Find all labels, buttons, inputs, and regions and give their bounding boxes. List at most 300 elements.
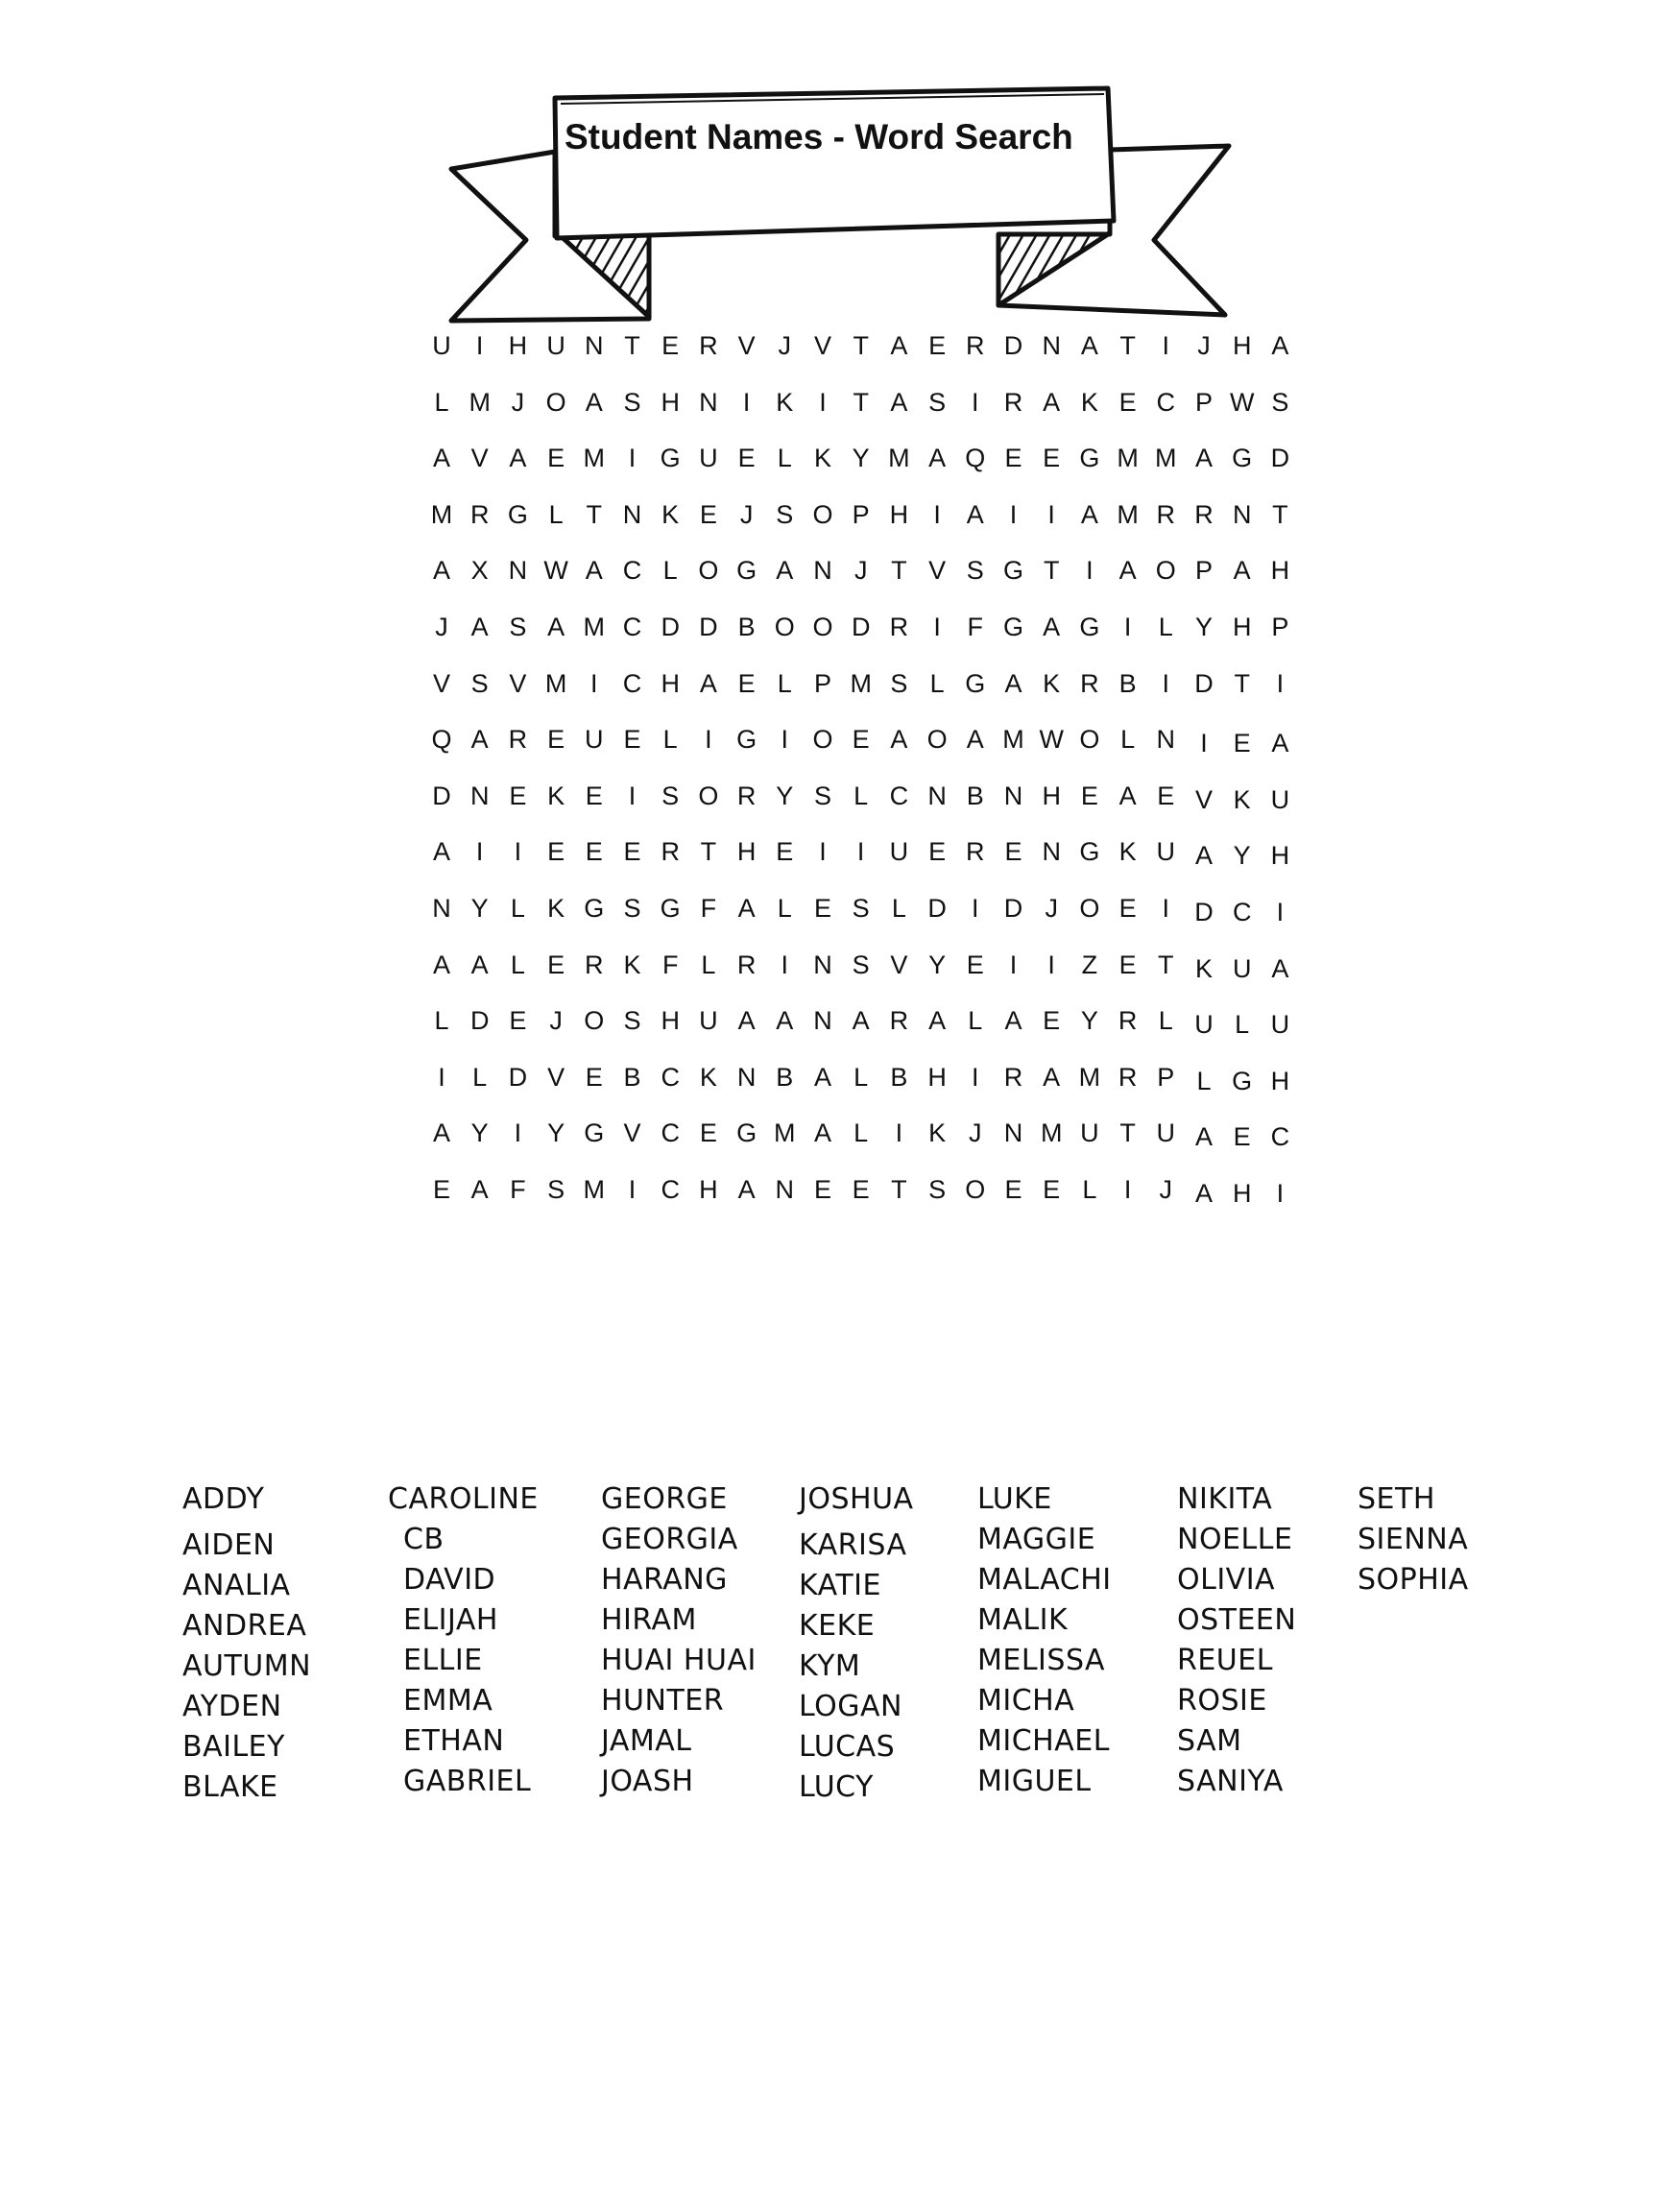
grid-letter: E xyxy=(737,444,756,473)
word-list-item: OSTEEN xyxy=(1177,1603,1297,1637)
grid-letter: D xyxy=(699,613,718,641)
grid-letter: N xyxy=(775,1175,795,1204)
grid-letter: E xyxy=(509,781,527,810)
grid-letter: D xyxy=(1003,894,1023,923)
grid-letter: H xyxy=(508,331,528,360)
grid-letter: L xyxy=(662,725,678,755)
grid-letter: U xyxy=(432,331,451,360)
grid-letter: M xyxy=(544,668,567,698)
grid-letter: A xyxy=(737,894,756,923)
grid-letter: A xyxy=(1080,499,1098,529)
grid-letter: A xyxy=(1233,556,1251,586)
grid-letter: Y xyxy=(1233,841,1251,871)
grid-letter: C xyxy=(889,781,909,810)
grid-letter: O xyxy=(698,781,719,810)
grid-letter: G xyxy=(1079,613,1100,641)
grid-letter: L xyxy=(777,894,792,923)
word-list-item: HUNTER xyxy=(601,1684,725,1718)
grid-letter: N xyxy=(508,556,528,586)
grid-letter: M xyxy=(850,668,872,698)
grid-letter: I xyxy=(781,725,789,755)
grid-letter: E xyxy=(547,444,565,473)
grid-letter: R xyxy=(1003,387,1023,417)
grid-letter: T xyxy=(586,499,603,529)
grid-letter: A xyxy=(1271,729,1289,758)
grid-letter: U xyxy=(1270,1010,1290,1040)
grid-letter: K xyxy=(547,894,565,923)
word-list-item: ELIJAH xyxy=(403,1603,498,1637)
grid-letter: O xyxy=(774,613,795,641)
grid-letter: L xyxy=(662,556,678,586)
grid-letter: M xyxy=(1002,725,1024,755)
grid-letter: A xyxy=(966,499,984,529)
word-list-item: CB xyxy=(403,1523,445,1556)
grid-letter: V xyxy=(890,950,908,979)
grid-letter: N xyxy=(469,781,490,810)
grid-letter: U xyxy=(699,444,718,473)
grid-letter: F xyxy=(661,950,679,979)
grid-letter: O xyxy=(545,387,566,417)
grid-letter: T xyxy=(700,837,717,867)
grid-letter: A xyxy=(928,444,947,473)
grid-letter: E xyxy=(623,837,641,867)
grid-letter: L xyxy=(1120,725,1136,755)
title-banner xyxy=(0,0,1659,346)
grid-letter: E xyxy=(1004,444,1022,473)
grid-letter: A xyxy=(585,556,603,586)
grid-letter: G xyxy=(736,1118,757,1148)
grid-letter: S xyxy=(623,1006,641,1036)
grid-letter: R xyxy=(1156,499,1176,529)
grid-letter: A xyxy=(470,950,489,979)
grid-letter: O xyxy=(1079,894,1100,923)
grid-letter: I xyxy=(1123,1175,1132,1204)
word-list-item: JOASH xyxy=(601,1765,694,1798)
grid-letter: E xyxy=(966,950,984,979)
grid-letter: M xyxy=(1078,1062,1101,1092)
word-list-item: AIDEN xyxy=(182,1528,276,1562)
grid-letter: E xyxy=(1043,1175,1061,1204)
word-list-item: BAILEY xyxy=(182,1730,285,1764)
grid-letter: A xyxy=(1194,841,1213,871)
grid-letter: E xyxy=(737,668,756,698)
grid-letter: T xyxy=(1119,1118,1136,1148)
grid-letter: A xyxy=(432,837,450,867)
grid-letter: O xyxy=(698,556,719,586)
grid-letter: R xyxy=(736,781,757,810)
grid-letter: I xyxy=(1276,1179,1285,1208)
grid-letter: E xyxy=(1004,1175,1022,1204)
grid-letter: Z xyxy=(1081,950,1098,979)
grid-letter: E xyxy=(623,725,641,755)
grid-letter: R xyxy=(736,950,757,979)
grid-letter: L xyxy=(854,1118,869,1148)
grid-letter: M xyxy=(583,444,606,473)
grid-letter: G xyxy=(965,668,986,698)
grid-letter: A xyxy=(737,1006,756,1036)
grid-letter: L xyxy=(472,1062,488,1092)
word-list-item: EMMA xyxy=(403,1684,493,1718)
grid-letter: I xyxy=(628,781,637,810)
grid-letter: A xyxy=(813,1062,831,1092)
word-list-item: KEKE xyxy=(799,1609,876,1643)
grid-letter: E xyxy=(852,1175,870,1204)
grid-letter: J xyxy=(969,1118,982,1148)
grid-letter: V xyxy=(1194,784,1213,814)
banner-main-panel xyxy=(555,88,1114,238)
grid-letter: A xyxy=(813,1118,831,1148)
grid-letter: E xyxy=(1233,729,1251,758)
grid-letter: L xyxy=(510,950,525,979)
grid-letter: K xyxy=(1233,784,1251,814)
grid-letter: M xyxy=(774,1118,796,1148)
grid-letter: H xyxy=(1232,613,1252,641)
grid-letter: V xyxy=(928,556,947,586)
grid-letter: M xyxy=(1117,499,1139,529)
grid-letter: K xyxy=(1118,837,1137,867)
grid-letter: R xyxy=(889,613,909,641)
grid-letter: N xyxy=(1232,499,1252,529)
grid-letter: N xyxy=(813,1006,832,1036)
grid-letter: R xyxy=(1118,1006,1138,1036)
grid-letter: D xyxy=(432,781,451,810)
grid-letter: B xyxy=(776,1062,794,1092)
grid-letter: J xyxy=(549,1006,563,1036)
grid-letter: I xyxy=(856,837,865,867)
grid-letter: T xyxy=(853,331,869,360)
grid-letter: G xyxy=(1002,613,1023,641)
grid-letter: A xyxy=(890,387,908,417)
grid-letter: O xyxy=(812,613,833,641)
grid-letter: G xyxy=(1079,837,1100,867)
word-list-item: GEORGE xyxy=(601,1482,728,1516)
grid-letter: T xyxy=(624,331,640,360)
grid-letter: A xyxy=(1004,668,1022,698)
grid-letter: R xyxy=(1118,1062,1138,1092)
grid-letter: A xyxy=(470,1175,489,1204)
grid-letter: E xyxy=(1043,444,1061,473)
grid-letter: V xyxy=(737,331,756,360)
grid-letter: A xyxy=(1043,387,1061,417)
grid-letter: I xyxy=(1162,894,1170,923)
letter-grid xyxy=(422,326,1306,1229)
grid-letter: R xyxy=(1003,1062,1023,1092)
word-list-item: MAGGIE xyxy=(977,1523,1096,1556)
grid-letter: T xyxy=(1043,556,1060,586)
grid-letter: O xyxy=(812,725,833,755)
grid-letter: I xyxy=(590,668,598,698)
grid-letter: S xyxy=(470,668,489,698)
grid-letter: A xyxy=(1004,1006,1022,1036)
grid-letter: I xyxy=(1162,668,1170,698)
grid-letter: E xyxy=(1043,1006,1061,1036)
word-list-item: JOSHUA xyxy=(799,1482,914,1516)
grid-letter: C xyxy=(661,1062,680,1092)
page-title: Student Names - Word Search xyxy=(565,117,1073,156)
grid-letter: K xyxy=(547,781,565,810)
grid-letter: U xyxy=(1080,1118,1099,1148)
grid-letter: R xyxy=(889,1006,909,1036)
grid-letter: D xyxy=(927,894,947,923)
grid-letter: P xyxy=(1271,613,1289,641)
grid-letter: C xyxy=(1156,387,1176,417)
grid-letter: C xyxy=(622,613,642,641)
grid-letter: A xyxy=(509,444,527,473)
grid-letter: H xyxy=(889,499,909,529)
grid-letter: D xyxy=(661,613,680,641)
grid-letter: Y xyxy=(776,781,794,810)
grid-letter: A xyxy=(432,444,450,473)
word-list-item: HIRAM xyxy=(601,1603,697,1637)
word-list-item: REUEL xyxy=(1177,1644,1273,1677)
grid-letter: J xyxy=(1197,331,1211,360)
grid-letter: K xyxy=(699,1062,717,1092)
grid-letter: U xyxy=(699,1006,718,1036)
grid-letter: A xyxy=(1194,1179,1213,1208)
grid-letter: O xyxy=(584,1006,605,1036)
grid-letter: M xyxy=(583,1175,606,1204)
grid-letter: A xyxy=(1118,556,1137,586)
grid-letter: I xyxy=(628,1175,637,1204)
word-list-item: MELISSA xyxy=(977,1644,1106,1677)
grid-letter: L xyxy=(1235,1010,1250,1040)
word-list-item: OLIVIA xyxy=(1177,1563,1276,1597)
grid-letter: T xyxy=(1234,668,1250,698)
word-list-item: NOELLE xyxy=(1177,1523,1293,1556)
grid-letter: E xyxy=(813,894,831,923)
grid-letter: H xyxy=(661,668,680,698)
grid-letter: I xyxy=(972,1062,979,1092)
grid-letter: M xyxy=(469,387,491,417)
grid-letter: K xyxy=(1043,668,1061,698)
grid-letter: S xyxy=(928,387,947,417)
grid-letter: D xyxy=(508,1062,528,1092)
grid-letter: L xyxy=(510,894,525,923)
grid-letter: U xyxy=(889,837,909,867)
grid-letter: P xyxy=(813,668,831,698)
grid-letter: J xyxy=(778,331,792,360)
word-list-item: LUCY xyxy=(799,1770,874,1804)
grid-letter: D xyxy=(1194,668,1214,698)
grid-letter: A xyxy=(1194,444,1213,473)
grid-letter: H xyxy=(1232,331,1252,360)
grid-letter: U xyxy=(1156,837,1176,867)
grid-letter: A xyxy=(737,1175,756,1204)
grid-letter: R xyxy=(585,950,604,979)
grid-letter: H xyxy=(927,1062,947,1092)
grid-letter: P xyxy=(1157,1062,1175,1092)
word-list-item: JAMAL xyxy=(601,1724,692,1758)
word-list-item: ANALIA xyxy=(182,1569,291,1602)
grid-letter: O xyxy=(1155,556,1176,586)
grid-letter: N xyxy=(622,499,642,529)
grid-letter: W xyxy=(1229,387,1255,417)
grid-letter: E xyxy=(699,499,717,529)
grid-letter: O xyxy=(965,1175,986,1204)
grid-letter: D xyxy=(469,1006,490,1036)
word-list-item: LOGAN xyxy=(799,1690,902,1723)
grid-letter: E xyxy=(585,1062,603,1092)
grid-letter: J xyxy=(1159,1175,1173,1204)
word-list-item: ROSIE xyxy=(1177,1684,1267,1718)
grid-letter: G xyxy=(584,894,605,923)
grid-letter: S xyxy=(623,894,641,923)
grid-letter: H xyxy=(1270,841,1290,871)
grid-letter: D xyxy=(851,613,871,641)
grid-letter: U xyxy=(546,331,565,360)
word-list-item: MIGUEL xyxy=(977,1765,1092,1798)
grid-letter: A xyxy=(1194,1122,1213,1152)
grid-letter: I xyxy=(1009,950,1018,979)
grid-letter: S xyxy=(966,556,984,586)
grid-letter: R xyxy=(508,725,528,755)
grid-letter: I xyxy=(1009,499,1018,529)
grid-letter: Q xyxy=(431,725,452,755)
grid-letter: H xyxy=(1270,1066,1290,1095)
grid-letter: M xyxy=(583,613,606,641)
grid-letter: K xyxy=(776,387,794,417)
grid-letter: S xyxy=(623,387,641,417)
grid-letter: S xyxy=(890,668,908,698)
grid-letter: H xyxy=(661,387,680,417)
grid-letter: J xyxy=(1045,894,1058,923)
grid-letter: I xyxy=(475,837,484,867)
grid-letter: L xyxy=(891,894,906,923)
grid-letter: A xyxy=(890,725,908,755)
grid-letter: Y xyxy=(852,444,870,473)
grid-letter: S xyxy=(852,894,870,923)
grid-letter: C xyxy=(1232,898,1252,926)
grid-letter: S xyxy=(1271,387,1289,417)
grid-letter: H xyxy=(661,1006,680,1036)
grid-letter: G xyxy=(507,499,528,529)
grid-letter: A xyxy=(1271,331,1289,360)
grid-letter: E xyxy=(1118,387,1137,417)
grid-letter: R xyxy=(699,331,718,360)
grid-letter: I xyxy=(972,387,979,417)
word-list-item: MICHA xyxy=(977,1684,1075,1718)
grid-letter: J xyxy=(511,387,525,417)
word-list-item: LUKE xyxy=(977,1482,1052,1516)
grid-letter: E xyxy=(509,1006,527,1036)
grid-letter: U xyxy=(1232,953,1252,983)
grid-letter: K xyxy=(1080,387,1098,417)
grid-letter: L xyxy=(701,950,716,979)
grid-letter: N xyxy=(813,556,832,586)
grid-letter: J xyxy=(854,556,868,586)
grid-letter: C xyxy=(1270,1122,1290,1152)
word-list-item: ELLIE xyxy=(403,1644,483,1677)
grid-letter: H xyxy=(1232,1179,1252,1208)
grid-letter: B xyxy=(623,1062,641,1092)
grid-letter: V xyxy=(547,1062,565,1092)
grid-letter: S xyxy=(547,1175,565,1204)
grid-letter: I xyxy=(1123,613,1132,641)
grid-letter: E xyxy=(661,331,680,360)
grid-letter: D xyxy=(1003,331,1023,360)
grid-letter: S xyxy=(928,1175,947,1204)
grid-letter: E xyxy=(547,950,565,979)
grid-letter: I xyxy=(1276,668,1285,698)
grid-letter: Y xyxy=(470,1118,489,1148)
grid-letter: A xyxy=(776,1006,794,1036)
grid-letter: G xyxy=(736,725,757,755)
grid-letter: E xyxy=(432,1175,450,1204)
grid-letter: G xyxy=(660,444,681,473)
grid-letter: A xyxy=(1080,331,1098,360)
word-list-item: HUAI HUAI xyxy=(601,1644,757,1677)
word-list-item: KARISA xyxy=(799,1528,907,1562)
grid-letter: Y xyxy=(1080,1006,1098,1036)
grid-letter: G xyxy=(736,556,757,586)
grid-letter: O xyxy=(812,499,833,529)
grid-letter: E xyxy=(1004,837,1022,867)
grid-letter: R xyxy=(1080,668,1099,698)
grid-letter: L xyxy=(548,499,564,529)
grid-letter: E xyxy=(1233,1122,1251,1152)
word-list-item: SANIYA xyxy=(1177,1765,1284,1798)
grid-letter: A xyxy=(470,725,489,755)
grid-letter: N xyxy=(1003,1118,1023,1148)
grid-letter: I xyxy=(781,950,789,979)
grid-letter: A xyxy=(776,556,794,586)
grid-letter: S xyxy=(661,781,680,810)
grid-letter: A xyxy=(928,1006,947,1036)
grid-letter: A xyxy=(432,950,450,979)
grid-letter: A xyxy=(547,613,565,641)
grid-letter: G xyxy=(660,894,681,923)
grid-letter: S xyxy=(509,613,527,641)
grid-letter: L xyxy=(854,1062,869,1092)
grid-letter: U xyxy=(585,725,604,755)
grid-letter: P xyxy=(1194,556,1213,586)
grid-letter: H xyxy=(1270,556,1290,586)
grid-letter: L xyxy=(1196,1066,1212,1095)
grid-letter: K xyxy=(928,1118,947,1148)
word-list-item: MALIK xyxy=(977,1603,1069,1637)
grid-letter: I xyxy=(742,387,751,417)
word-list-item: KATIE xyxy=(799,1569,881,1602)
grid-letter: V xyxy=(813,331,831,360)
word-list-item: GABRIEL xyxy=(403,1765,532,1798)
word-list-item: ADDY xyxy=(182,1482,265,1516)
grid-letter: R xyxy=(469,499,490,529)
grid-letter: A xyxy=(699,668,717,698)
grid-letter: F xyxy=(510,1175,526,1204)
grid-letter: S xyxy=(776,499,794,529)
grid-letter: M xyxy=(1155,444,1177,473)
grid-letter: V xyxy=(432,668,450,698)
grid-letter: I xyxy=(514,837,522,867)
grid-letter: C xyxy=(622,556,642,586)
word-list-item: MALACHI xyxy=(977,1563,1112,1597)
grid-letter: B xyxy=(966,781,984,810)
grid-letter: U xyxy=(1156,1118,1176,1148)
grid-letter: W xyxy=(543,556,568,586)
grid-letter: U xyxy=(1194,1010,1214,1040)
grid-letter: T xyxy=(853,387,869,417)
grid-letter: Y xyxy=(547,1118,565,1148)
grid-letter: N xyxy=(432,894,451,923)
word-list-item: NIKITA xyxy=(1177,1482,1273,1516)
word-list-item: SIENNA xyxy=(1358,1523,1469,1556)
grid-letter: F xyxy=(967,613,984,641)
grid-letter: E xyxy=(1157,781,1175,810)
grid-letter: E xyxy=(699,1118,717,1148)
grid-letter: W xyxy=(1039,725,1064,755)
grid-letter: A xyxy=(470,613,489,641)
grid-letter: H xyxy=(736,837,757,867)
